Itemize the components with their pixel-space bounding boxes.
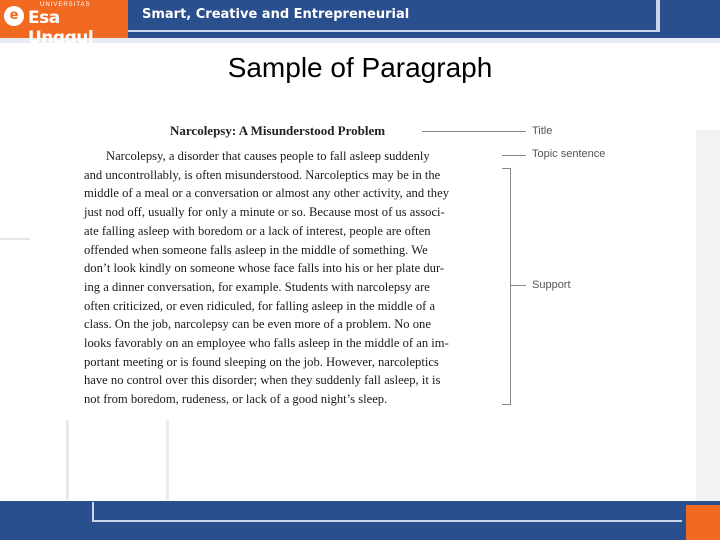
annotation-title: Title [532,125,553,137]
paragraph-line: have no control over this disorder; when they suddenly fall asleep, it is [84,373,441,388]
paragraph-line: Narcolepsy, a disorder that causes people to fall asleep suddenly [106,149,430,163]
annotation-topic-sentence: Topic sentence [532,148,606,160]
decor-panel [696,130,720,510]
support-leader-line [510,285,526,286]
paragraph-line: often criticized, or even ridiculed, for falling asleep in the middle of a [84,298,436,313]
paragraph-line: not from boredom, rudeness, or lack of a good night’s sleep. [84,392,388,407]
logo-mark-icon: e [4,6,24,26]
header-divider-end [656,0,660,30]
paragraph-line: looks favorably on an employee who falls asleep in the middle of an im- [84,336,449,351]
header-divider [128,30,660,32]
support-bracket [502,168,511,405]
slide-title: Sample of Paragraph [227,52,493,83]
paragraph-title: Narcolepsy: A Misunderstood Problem [170,123,386,138]
paragraph-line: and uncontrollably, is often misunderstood. Narcoleptics may be in the [84,167,441,182]
footer-accent [686,505,720,540]
paragraph-line: just nod off, usually for only a minute or so. Because most of us associ- [84,205,445,220]
paragraph-line: middle of a meal or a conversation or almost any other activity, and they [84,186,449,201]
decor-line [0,238,30,240]
paragraph-body [84,147,504,409]
logo-text: Esa Unggul [28,8,94,48]
decor-line [166,420,169,500]
logo [0,0,128,48]
annotation-support: Support [532,279,571,291]
logo-small-text: UNIVERSITAS [40,2,91,8]
paragraph-line: don’t look kindly on someone whose face falls into his or her plate dur- [84,261,445,276]
paragraph-line: ing a dinner conversation, for example. Students with narcolepsy are [84,279,430,294]
title-leader-line [422,131,526,132]
tagline: Smart, Creative and Entrepreneurial [142,7,410,22]
topic-leader-line [502,155,526,156]
decor-line [66,420,69,500]
paragraph-line: portant meeting or is found sleeping on the job. However, narcoleptics [84,354,439,369]
footer-divider [92,502,682,522]
paragraph-line: offended when someone falls asleep in the middle of something. We [84,242,428,257]
paragraph-line: ate falling asleep with boredom or a lack of interest, people are often [84,223,431,238]
paragraph-line: class. On the job, narcolepsy can be even more of a problem. No one [84,317,431,332]
